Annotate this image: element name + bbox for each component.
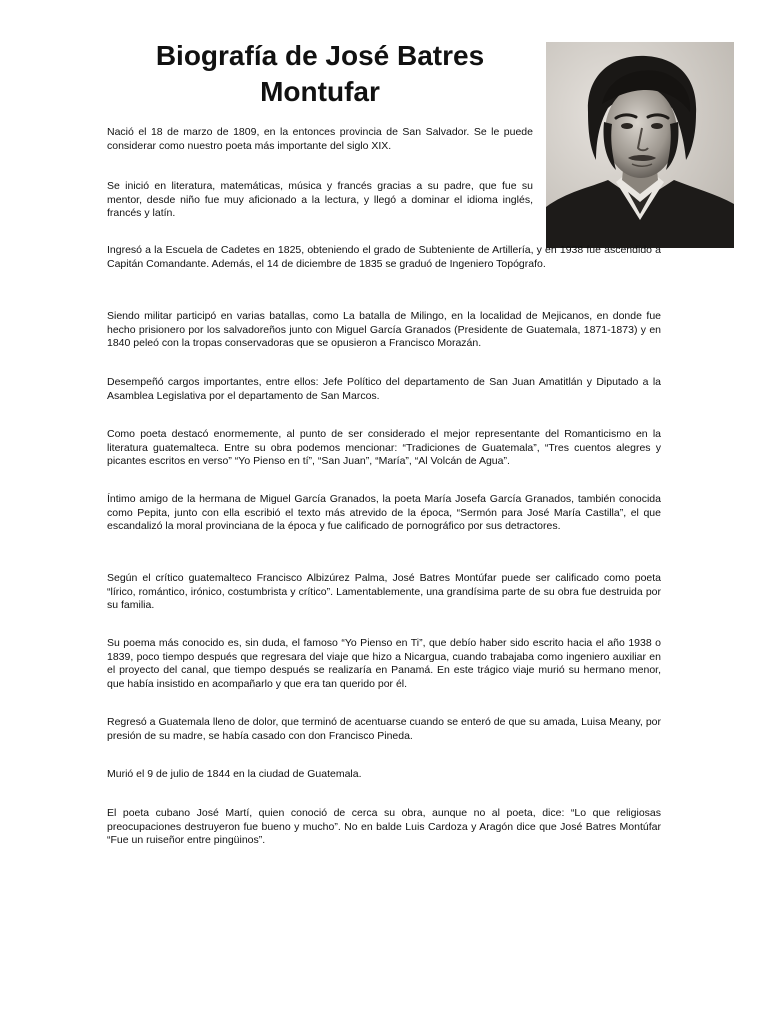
paragraph-birth: Nació el 18 de marzo de 1809, en la entonces provincia de San Salvador. Se le puede considerar como nuestro poeta más importante del siglo XIX. xyxy=(107,126,533,152)
paragraph-critic: Según el crítico guatemalteco Francisco Albizúrez Palma, José Batres Montúfar puede ser calificado como poeta “lírico, romántico, irónico, costumbrista y crítico”. Lamentablemente, una grandísima parte de su obra fue destruida por su familia. xyxy=(107,572,661,611)
paragraph-friendship: Íntimo amigo de la hermana de Miguel García Granados, la poeta María Josefa García Granados, también conocida como Pepita, junto con ella escribió el texto más atrevido de la época, “Sermón para José María Castilla”, el que escandalizó la moral provinciana de la época y fue calificado de pornográfico por sus detractores. xyxy=(107,493,661,532)
paragraph-marti-quote: El poeta cubano José Martí, quien conoció de cerca su obra, aunque no al poeta, dice: “Lo que religiosas preocupaciones destruyeron fue bueno y mucho”. No en balde Luis Cardoza y Aragón dice que José Batres Montúfar “Fue un ruiseñor entre pingüinos”. xyxy=(107,807,661,846)
paragraph-famous-poem: Su poema más conocido es, sin duda, el famoso “Yo Pienso en Ti”, que debío haber sido escrito hacia el año 1938 o 1839, poco tiempo después que regresara del viaje que hizo a Nicargua, cuando trabajaba como ingeniero auxiliar en el proyecto del canal, que tiempo después se realizaría en Panamá. En este trágico viaje murió su hermano menor, que había insistido en acompañarlo y que era tan querido por él. xyxy=(107,637,661,690)
portrait-image xyxy=(546,42,734,248)
paragraph-military-career: Ingresó a la Escuela de Cadetes en 1825, obteniendo el grado de Subteniente de Artillería, y en 1938 fue ascendido a Capitán Comandante. Además, el 14 de diciembre de 1835 se graduó de Ingeniero Topógrafo. xyxy=(107,244,661,270)
paragraph-battles: Siendo militar participó en varias batallas, como La batalla de Milingo, en la localidad de Mejicanos, en donde fue hecho prisionero por los salvadoreños junto con Miguel García Granados (Presidente de Guatemala, 1871-1873) y en 1840 peleó con la tropas conservadoras que se opusieron a Francisco Morazán. xyxy=(107,310,661,349)
paragraph-positions: Desempeñó cargos importantes, entre ellos: Jefe Político del departamento de San Juan Amatitlán y Diputado a la Asamblea Legislativa por el departamento de San Marcos. xyxy=(107,376,661,402)
portrait-drawing xyxy=(546,42,734,248)
paragraph-education: Se inició en literatura, matemáticas, música y francés gracias a su padre, que fue su mentor, desde niño fue muy aficionado a la lectura, y llegó a dominar el idioma inglés, francés y latín. xyxy=(107,180,533,219)
paragraph-return: Regresó a Guatemala lleno de dolor, que terminó de acentuarse cuando se enteró de que su amada, Luisa Meany, por presión de su madre, se había casado con don Francisco Pineda. xyxy=(107,716,661,742)
paragraph-death: Murió el 9 de julio de 1844 en la ciudad de Guatemala. xyxy=(107,768,362,780)
page-title: Biografía de José Batres Montufar xyxy=(155,40,485,107)
paragraph-poetry: Como poeta destacó enormemente, al punto de ser considerado el mejor representante del Romanticismo en la literatura guatemalteca. Entre su obra podemos mencionar: “Tradiciones de Guatemala”, “Tres cuentos alegres y picantes escritos en verso” “Yo Pienso en tí”, “San Juan”, “María”, “Al Volcán de Agua”. xyxy=(107,428,661,467)
